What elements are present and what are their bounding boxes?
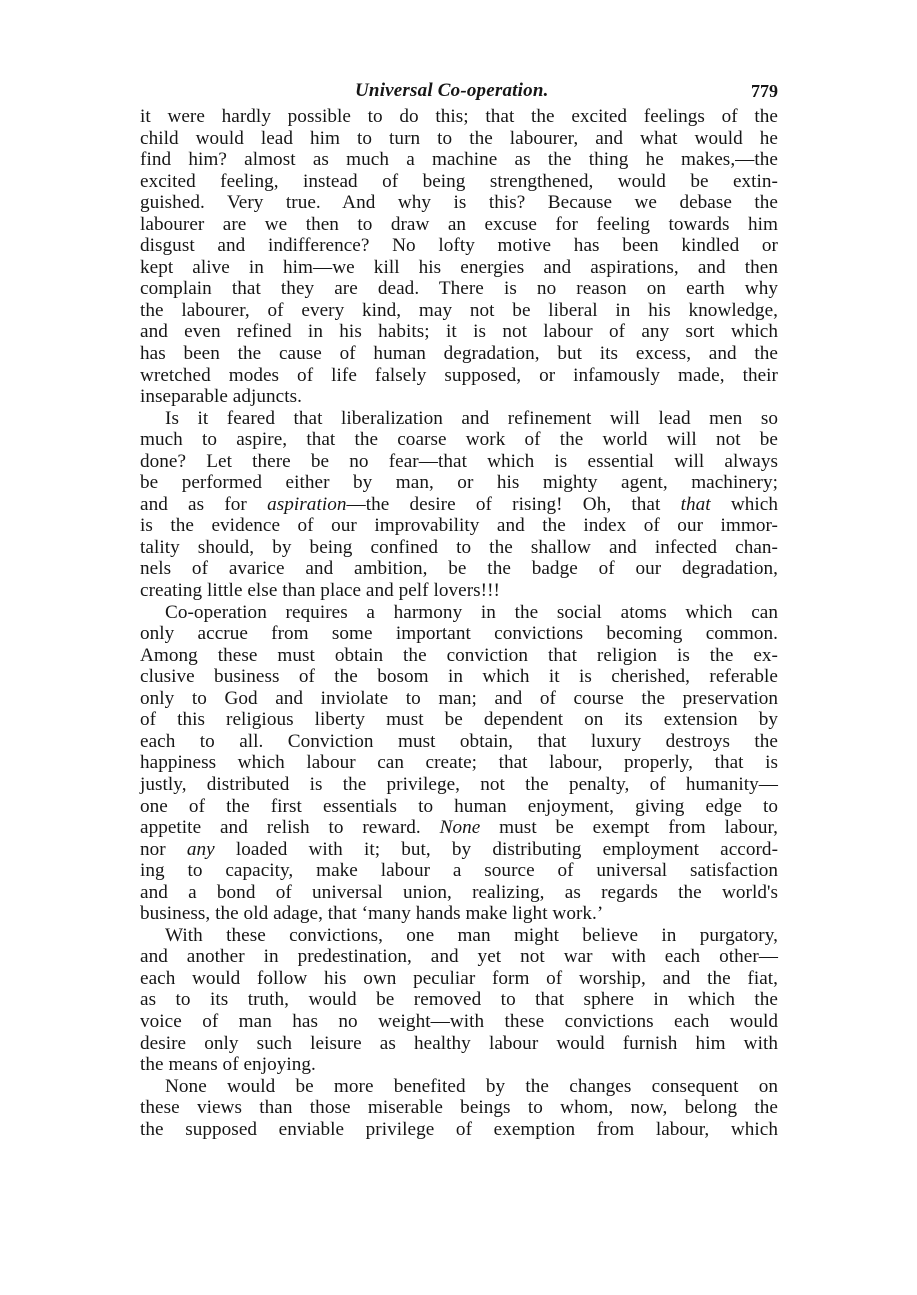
text-line: disgust and indifference? No lofty motive has been kindled or [140, 235, 778, 257]
italic-emphasis: aspiration [267, 493, 347, 515]
text-line: wretched modes of life falsely supposed, or infamously made, their [140, 364, 778, 386]
text-line: kept alive in him—we kill his energies and aspirations, and then [140, 256, 778, 278]
text-line: child would lead him to turn to the labourer, and what would he [140, 127, 778, 149]
paragraph [140, 1076, 778, 1141]
text-line: inseparable adjuncts. [140, 386, 302, 408]
text-line: nor any loaded with it; but, by distributing employment accord- [140, 838, 779, 860]
text-line: each to all. Conviction must obtain, that luxury destroys the [140, 730, 778, 752]
text-line: of this religious liberty must be dependent on its extension by [140, 709, 778, 731]
text-line: only to God and inviolate to man; and of course the preservation [140, 687, 778, 709]
text-line: business, the old adage, that ‘many hands make light work.’ [140, 903, 604, 925]
text-line: labourer are we then to draw an excuse for feeling towards him [140, 213, 778, 235]
text-line: appetite and relish to reward. None must be exempt from labour, [140, 817, 778, 839]
text-line: only accrue from some important convictions becoming common. [140, 623, 778, 645]
text-line: these views than those miserable beings to whom, now, belong the [140, 1097, 778, 1119]
text-line: one of the first essentials to human enjoyment, giving edge to [140, 795, 778, 817]
text-line: nels of avarice and ambition, be the badge of our degradation, [140, 558, 778, 580]
text-line: excited feeling, instead of being strengthened, would be extin- [140, 170, 778, 192]
text-line: each would follow his own peculiar form of worship, and the fiat, [140, 967, 778, 989]
page-number: 779 [751, 81, 778, 101]
text-line: find him? almost as much a machine as the thing he makes,—the [140, 149, 778, 171]
text-line: None would be more benefited by the changes consequent on [165, 1075, 778, 1097]
text-line: and as for aspiration—the desire of rising! Oh, that that which [140, 493, 778, 515]
text-line: is the evidence of our improvability and the index of our immor- [140, 515, 778, 537]
text-line: complain that they are dead. There is no reason on earth why [140, 278, 778, 300]
text-line: justly, distributed is the privilege, not the penalty, of humanity— [140, 773, 778, 795]
text-line: clusive business of the bosom in which it is cherished, referable [140, 666, 778, 688]
text-line: ing to capacity, make labour a source of universal satisfaction [140, 860, 778, 882]
text-line: With these convictions, one man might believe in purgatory, [165, 924, 778, 946]
running-title: Universal Co-operation. [355, 80, 549, 101]
italic-emphasis: any [186, 838, 215, 860]
text-line: has been the cause of human degradation, but its excess, and the [140, 343, 778, 365]
running-head [140, 76, 778, 106]
paragraph [140, 408, 778, 602]
body-text [140, 106, 778, 1140]
text-line: guished. Very true. And why is this? Because we debase the [140, 192, 778, 214]
italic-emphasis: None [439, 817, 481, 839]
text-line: voice of man has no weight—with these convictions each would [140, 1010, 778, 1032]
text-line: and a bond of universal union, realizing, as regards the world's [140, 881, 778, 903]
text-line: Among these must obtain the conviction that religion is the ex- [140, 644, 778, 666]
text-line: happiness which labour can create; that labour, properly, that is [140, 752, 778, 774]
document-page [140, 76, 778, 1140]
text-line: the labourer, of every kind, may not be liberal in his knowledge, [140, 299, 778, 321]
text-line: desire only such leisure as healthy labour would furnish him with [140, 1032, 778, 1054]
text-line: the supposed enviable privilege of exemption from labour, which [140, 1118, 778, 1140]
text-line: it were hardly possible to do this; that the excited feelings of the [140, 106, 778, 127]
text-line: creating little else than place and pelf lovers!!! [140, 580, 500, 602]
text-line: and another in predestination, and yet not war with each other— [140, 946, 778, 968]
text-line: much to aspire, that the coarse work of the world will not be [140, 429, 778, 451]
text-line: the means of enjoying. [140, 1054, 316, 1076]
italic-emphasis: that [680, 493, 711, 515]
paragraph [140, 106, 778, 408]
text-line: done? Let there be no fear—that which is essential will always [140, 450, 778, 472]
text-line: be performed either by man, or his mighty agent, machinery; [140, 472, 778, 494]
text-line: and even refined in his habits; it is not labour of any sort which [140, 321, 778, 343]
paragraph [140, 925, 778, 1076]
paragraph [140, 602, 778, 925]
text-line: Is it feared that liberalization and refinement will lead men so [165, 407, 778, 429]
text-line: as to its truth, would be removed to that sphere in which the [140, 989, 778, 1011]
text-line: tality should, by being confined to the shallow and infected chan- [140, 536, 778, 558]
text-line: Co-operation requires a harmony in the social atoms which can [165, 601, 778, 623]
